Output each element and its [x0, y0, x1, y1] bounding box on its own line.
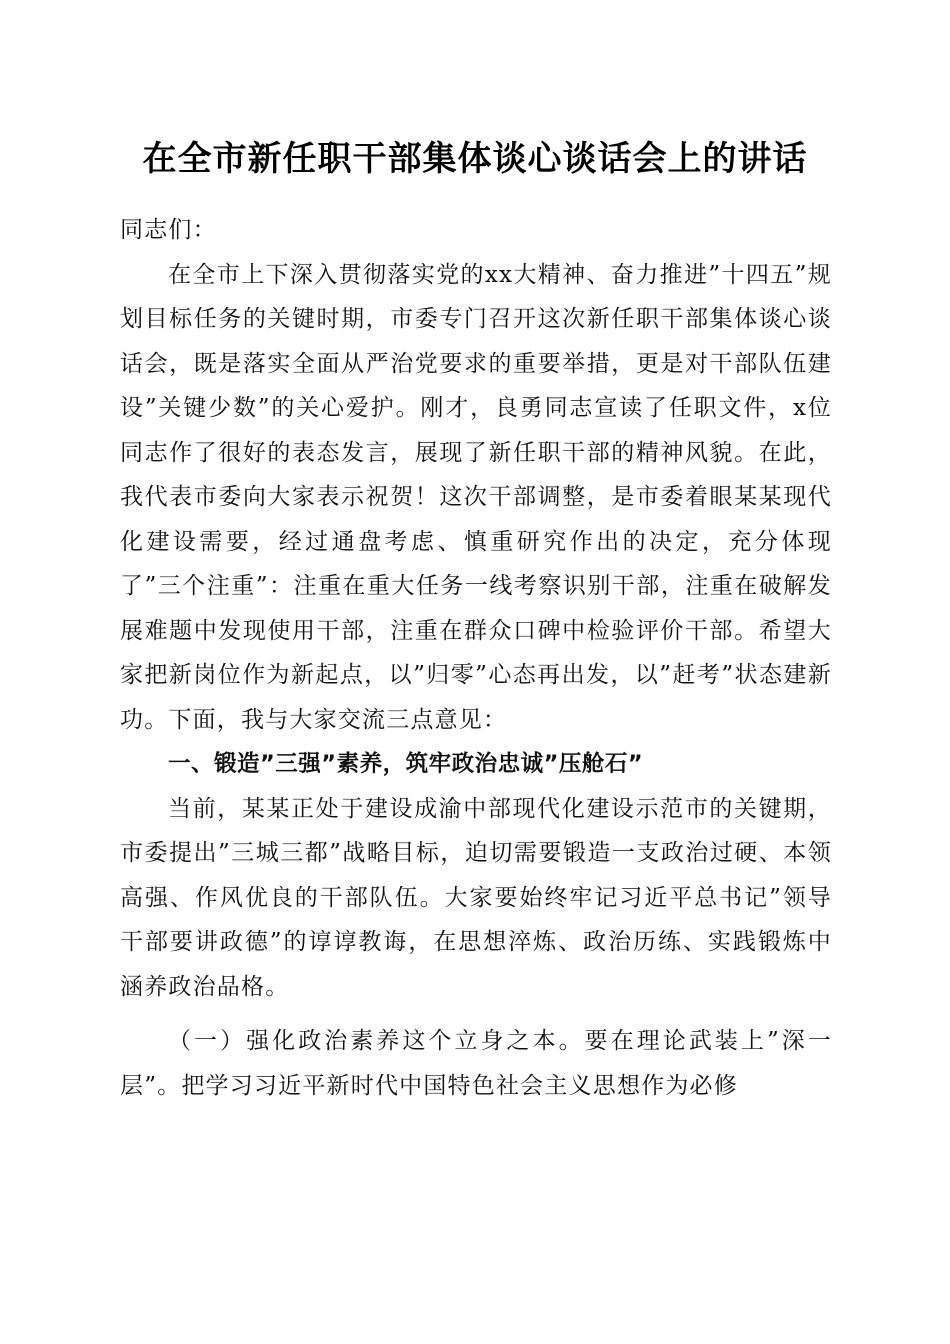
salutation: 同志们：	[120, 217, 217, 243]
document-title: 在全市新任职干部集体谈心谈话会上的讲话	[142, 139, 808, 179]
document-body	[120, 208, 832, 1108]
intro-paragraph: 在全市上下深入贯彻落实党的xx大精神、奋力推进”十四五”规划目标任务的关键时期，市委专门召开这次新任职干部集体谈心谈话会，既是落实全面从严治党要求的重要举措，更是对干部队伍建设”关键少数”的关心爱护。刚才，良勇同志宣读了任职文件，x位同志作了很好的表态发言，展现了新任职干部的精神风貌。在此，我代表市委向大家表示祝贺！这次干部调整，是市委着眼某某现代化建设需要，经过通盘考虑、慎重研究作出的决定，充分体现了”三个注重”：注重在重大任务一线考察识别干部，注重在破解发展难题中发现使用干部，注重在群众口碑中检验评价干部。希望大家把新岗位作为新起点，以”归零”心态再出发，以”赶考”状态建新功。下面，我与大家交流三点意见：	[120, 261, 832, 733]
subsection-1-paragraph: （一）强化政治素养这个立身之本。要在理论武装上”深一层”。把学习习近平新时代中国特色社会主义思想作为必修	[120, 1028, 832, 1099]
section-1-heading: 一、锻造”三强”素养，筑牢政治忠诚”压舱石”	[168, 751, 644, 777]
section-1-body: 当前，某某正处于建设成渝中部现代化建设示范市的关键期，市委提出”三城三都”战略目标，迫切需要锻造一支政治过硬、本领高强、作风优良的干部队伍。大家要始终牢记习近平总书记”领导干部要讲政德”的谆谆教诲，在思想淬炼、政治历练、实践锻炼中涵养政治品格。	[120, 795, 832, 1000]
